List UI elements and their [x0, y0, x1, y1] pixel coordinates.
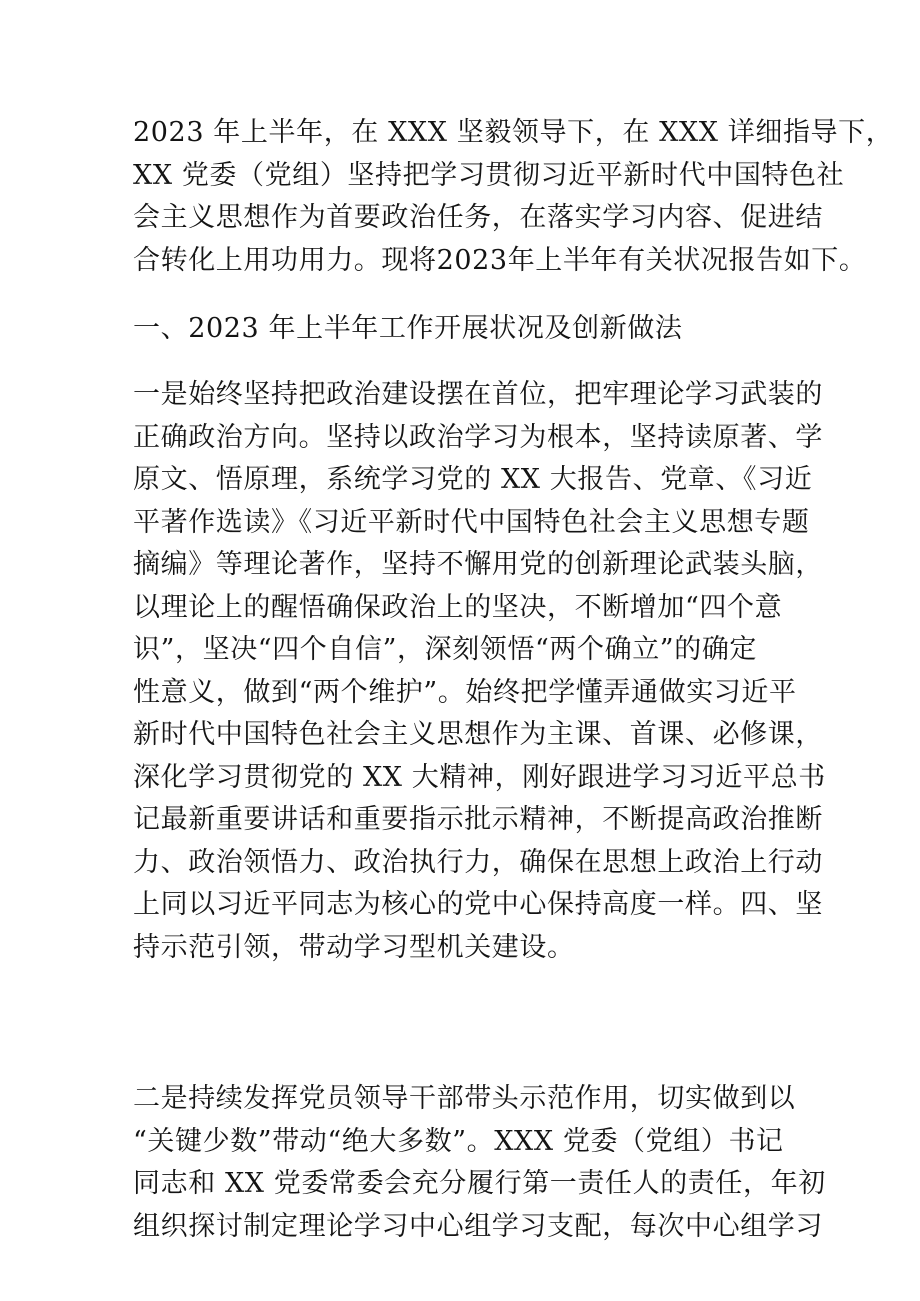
- text-line: XX 党委（党组）坚持把学习贯彻习近平新时代中国特色社: [133, 159, 845, 191]
- text-line: 摘编》等理论著作，坚持不懈用党的创新理论武装头脑，: [133, 549, 823, 580]
- body-paragraph-first: [133, 374, 826, 969]
- section-heading: [133, 308, 813, 351]
- heading-line: 一、2023 年上半年工作开展状况及创新做法: [133, 313, 683, 344]
- text-line: 上同以习近平同志为核心的党中心保持高度一样。四、坚: [133, 889, 823, 920]
- text-line: 合转化上用功用力。现将2023年上半年有关状况报告如下。: [133, 244, 867, 276]
- text-line: 一是始终坚持把政治建设摆在首位，把牢理论学习武装的: [133, 379, 823, 410]
- text-line: 2023 年上半年，在 XXX 坚毅领导下，在 XXX 详细指导下，: [133, 117, 894, 148]
- text-line: 二是持续发挥党员领导干部带头示范作用，切实做到以: [133, 1083, 796, 1114]
- body-paragraph-second: [133, 1078, 826, 1248]
- text-line: 新时代中国特色社会主义思想作为主课、首课、必修课，: [133, 719, 823, 750]
- intro-paragraph: [133, 112, 894, 282]
- text-line: 识”，坚决“四个自信”，深刻领悟“两个确立”的确定: [133, 634, 758, 665]
- text-line: 持示范引领，带动学习型机关建设。: [133, 931, 575, 963]
- text-line: 正确政治方向。坚持以政治学习为根本，坚持读原著、学: [133, 421, 823, 453]
- text-line: 以理论上的醒悟确保政治上的坚决，不断增加“四个意: [133, 591, 783, 623]
- text-line: 力、政治领悟力、政治执行力，确保在思想上政治上行动: [133, 846, 823, 878]
- text-line: 性意义，做到“两个维护”。始终把学懂弄通做实习近平: [133, 676, 797, 708]
- text-line: “关键少数”带动“绝大多数”。XXX 党委（党组）书记: [133, 1125, 784, 1157]
- text-line: 会主义思想作为首要政治任务，在落实学习内容、促进结: [133, 202, 823, 233]
- text-line: 深化学习贯彻党的 XX 大精神，刚好跟进学习习近平总书: [133, 761, 826, 793]
- text-line: 记最新重要讲话和重要指示批示精神，不断提高政治推断: [133, 804, 823, 835]
- text-line: 组织探讨制定理论学习中心组学习支配，每次中心组学习: [133, 1210, 823, 1242]
- text-line: 同志和 XX 党委常委会充分履行第一责任人的责任，年初: [133, 1168, 826, 1199]
- text-line: 平著作选读》《习近平新时代中国特色社会主义思想专题: [133, 506, 810, 538]
- text-line: 原文、悟原理，系统学习党的 XX 大报告、党章、《习近: [133, 464, 813, 495]
